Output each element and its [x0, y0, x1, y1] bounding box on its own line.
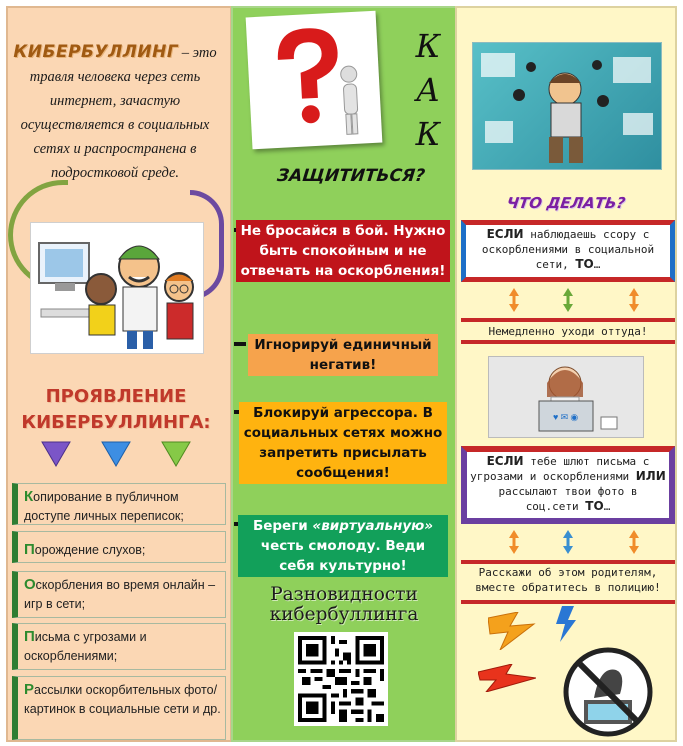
box-text: наблюдаешь ссору с оскорблениями в социальной сети, — [481, 228, 655, 271]
kak-letter: К — [415, 115, 441, 153]
if-threats-box — [461, 446, 675, 524]
tell-parents-box: Расскажи об этом родителям, вместе обратитесь в полицию! — [461, 560, 675, 604]
manifest-title-line-2: КИБЕРБУЛЛИНГА: — [21, 412, 211, 433]
question-mark-image — [246, 11, 383, 150]
kak-vertical-word — [408, 24, 448, 156]
updown-arrows — [470, 530, 666, 554]
definition-text — [12, 40, 218, 185]
list-item — [12, 571, 226, 618]
list-item — [12, 623, 226, 670]
list-item-initial: К — [24, 488, 34, 505]
tip-honor-text-c: честь смолоду. Веди себя культурно! — [260, 538, 426, 574]
tip-honor-text-a: Береги — [252, 518, 313, 534]
box-text: рассылают твои фото в соц.сети — [498, 485, 638, 513]
upset-girl-at-laptop-illustration — [488, 356, 644, 438]
list-item — [12, 676, 226, 740]
no-cyberbullying-icon — [560, 644, 656, 740]
types-heading-line-2: кибербуллинга — [269, 604, 419, 625]
tip-dont-fight: Не бросайся в бой. Нужно быть спокойным и не отвечать на оскорбления! — [236, 220, 450, 282]
kak-letter: К — [415, 27, 441, 65]
if-see-quarrel-box — [461, 220, 675, 282]
ellipsis: … — [603, 500, 611, 513]
list-item-text: опирование в публичном доступе личных переписок; — [24, 490, 184, 523]
term-cyberbullying: КИБЕРБУЛЛИНГ — [13, 42, 179, 62]
leave-immediately-box: Немедленно уходи оттуда! — [461, 318, 675, 344]
down-arrow-icon — [102, 442, 130, 466]
down-arrow-icon — [162, 442, 190, 466]
lightning-bolt-icon — [488, 612, 536, 655]
updown-arrow-icon — [509, 288, 519, 312]
then-keyword: ТО — [575, 257, 594, 271]
list-item-text: орождение слухов; — [34, 543, 146, 557]
then-keyword: ТО — [585, 499, 604, 513]
list-item — [12, 531, 226, 563]
down-arrow-icon — [42, 442, 70, 466]
cyberbullied-child-illustration — [472, 42, 662, 170]
kids-at-computer-illustration — [30, 222, 204, 354]
tip-ignore: Игнорируй единичный негатив! — [248, 334, 438, 376]
lightning-bolt-icon — [556, 606, 576, 647]
qr-code[interactable] — [294, 632, 388, 726]
updown-arrows — [470, 288, 666, 312]
lightning-bolt-icon — [478, 664, 536, 697]
what-to-do-heading: ЧТО ДЕЛАТЬ? — [505, 194, 627, 212]
down-arrows — [40, 440, 200, 468]
updown-arrow-icon — [563, 530, 573, 554]
updown-arrow-icon — [629, 530, 639, 554]
question-mark-icon — [276, 27, 341, 125]
bullet-dash — [234, 342, 246, 346]
list-item-text: исьма с угрозами и оскорблениями; — [24, 630, 147, 663]
list-item — [12, 483, 226, 525]
updown-arrow-icon — [629, 288, 639, 312]
manifest-heading — [20, 384, 212, 436]
svg-text:♥ ✉ ◉: ♥ ✉ ◉ — [553, 412, 579, 422]
tip-honor — [238, 515, 448, 577]
tip-honor-text-b: «виртуальную» — [312, 518, 434, 534]
manifest-title-line-1: ПРОЯВЛЕНИЕ — [45, 386, 187, 407]
box-text: тебе шлют письма с угрозами и оскорблениями — [470, 455, 650, 483]
list-item-initial: Р — [24, 681, 35, 698]
thinking-figure-icon — [340, 66, 360, 135]
updown-arrow-icon — [563, 288, 573, 312]
if-keyword: ЕСЛИ — [486, 454, 524, 468]
definition-body: – это травля человека через сеть интернет, зачастую осуществляется в социальных сетях и распространена в подростковой среде. — [20, 45, 217, 181]
if-keyword: ЕСЛИ — [486, 227, 524, 241]
types-heading-line-1: Разновидности — [270, 584, 418, 605]
or-keyword: ИЛИ — [635, 469, 666, 483]
types-heading — [246, 585, 442, 625]
list-item-initial: П — [24, 541, 35, 558]
updown-arrow-icon — [509, 530, 519, 554]
tip-block: Блокируй агрессора. В социальных сетях можно запретить присылать сообщения! — [239, 402, 447, 484]
list-item-text: ассылки оскорбительных фото/картинок в социальные сети и др. — [24, 683, 221, 716]
list-item-initial: П — [24, 628, 35, 645]
kak-letter: А — [415, 71, 441, 109]
ellipsis: … — [593, 258, 601, 271]
list-item-initial: О — [24, 576, 36, 593]
defend-heading: ЗАЩИТИТЬСЯ? — [276, 166, 426, 186]
list-item-text: скорбления во время онлайн – игр в сети; — [24, 578, 216, 611]
